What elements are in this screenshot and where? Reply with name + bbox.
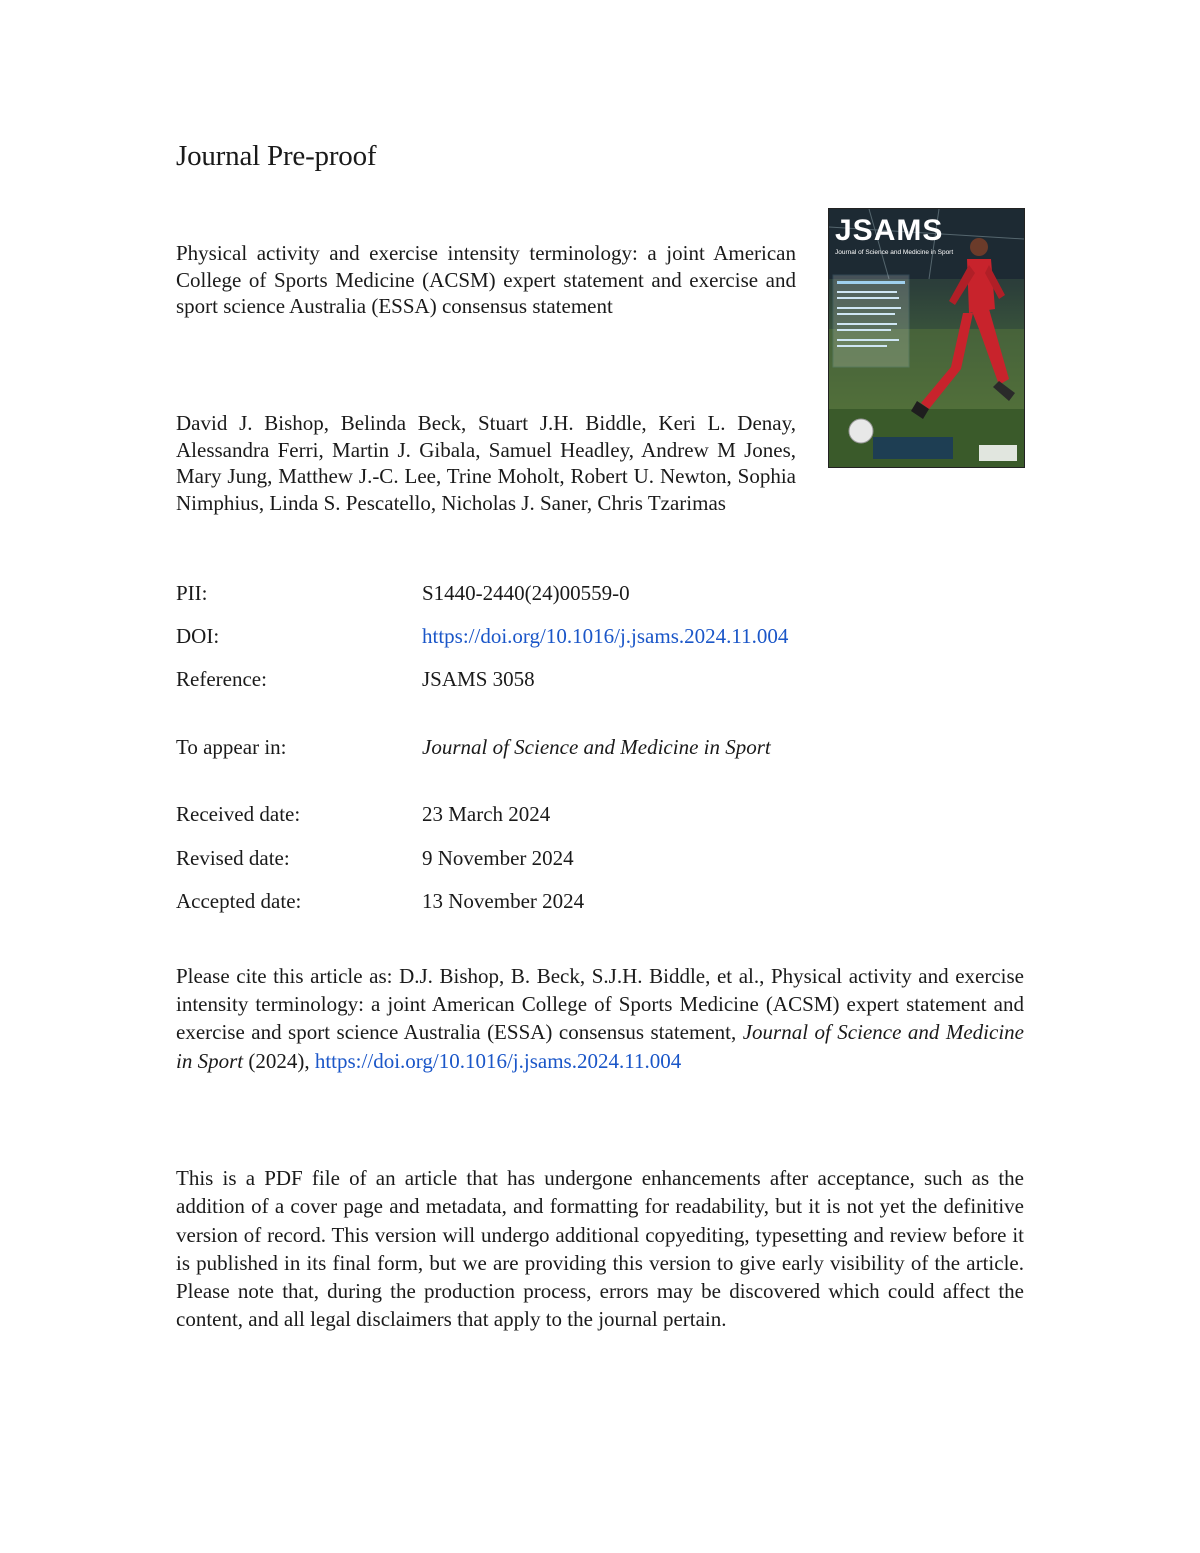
revised-date-value: 9 November 2024: [422, 846, 574, 870]
revised-date-label: Revised date:: [176, 846, 290, 870]
pii-value: S1440-2440(24)00559-0: [422, 581, 630, 605]
citation-text: Please cite this article as: D.J. Bishop, B. Beck, S.J.H. Biddle, et al., Physical activity and exercise intensity terminology: a joint American College of Sports Medicine (ACSM) expert statement and exercise and sport science Australia (ESSA) consensus statement,: [176, 964, 1024, 1045]
appear-in-value: Journal of Science and Medicine in Sport: [422, 735, 771, 759]
received-date-value: 23 March 2024: [422, 802, 551, 826]
disclaimer-paragraph: This is a PDF file of an article that has undergone enhancements after acceptance, such as the addition of a cover page and metadata, and formatting for readability, but it is not yet the definitive version of record. This version will undergo additional copyediting, typesetting and review before it is published in its final form, but we are providing this version to give early visibility of the article. Please note that, during the production process, errors may be discovered which could affect the content, and all legal disclaimers that apply to the journal pertain.: [176, 1166, 1024, 1332]
citation-doi-link[interactable]: https://doi.org/10.1016/j.jsams.2024.11.004: [314, 1048, 682, 1073]
reference-label: Reference:: [176, 667, 267, 691]
accepted-date-label: Accepted date:: [176, 889, 302, 913]
citation-year: (2024),: [243, 1048, 315, 1073]
citation-paragraph: [176, 962, 1024, 1075]
doi-link[interactable]: https://doi.org/10.1016/j.jsams.2024.11.004: [422, 624, 789, 648]
citation-journal: Journal of Science and Medicine in Sport: [176, 1020, 1024, 1073]
reference-value: JSAMS 3058: [422, 667, 535, 691]
accepted-date-value: 13 November 2024: [422, 889, 585, 913]
appear-in-label: To appear in:: [176, 735, 287, 759]
doi-label: DOI:: [176, 624, 220, 648]
cover-illustration: [829, 209, 1024, 467]
author-list: David J. Bishop, Belinda Beck, Stuart J.H. Biddle, Keri L. Denay, Alessandra Ferri, Martin J. Gibala, Samuel Headley, Andrew M Jones, Mary Jung, Matthew J.-C. Lee, Trine Moholt, Robert U. Newton, Sophia Nimphius, Linda S. Pescatello, Nicholas J. Saner, Chris Tzarimas: [176, 411, 796, 515]
pii-label: PII:: [176, 581, 208, 605]
article-title: Physical activity and exercise intensity terminology: a joint American College of Sports Medicine (ACSM) expert statement and exercise and sport science Australia (ESSA) consensus statement: [176, 241, 796, 318]
cover-logo-text: JSAMS: [835, 214, 944, 247]
cover-subtitle: Journal of Science and Medicine in Sport: [835, 249, 954, 256]
received-date-label: Received date:: [176, 802, 301, 826]
journal-pre-proof-heading: Journal Pre-proof: [176, 140, 377, 172]
journal-cover-image: [828, 208, 1025, 468]
